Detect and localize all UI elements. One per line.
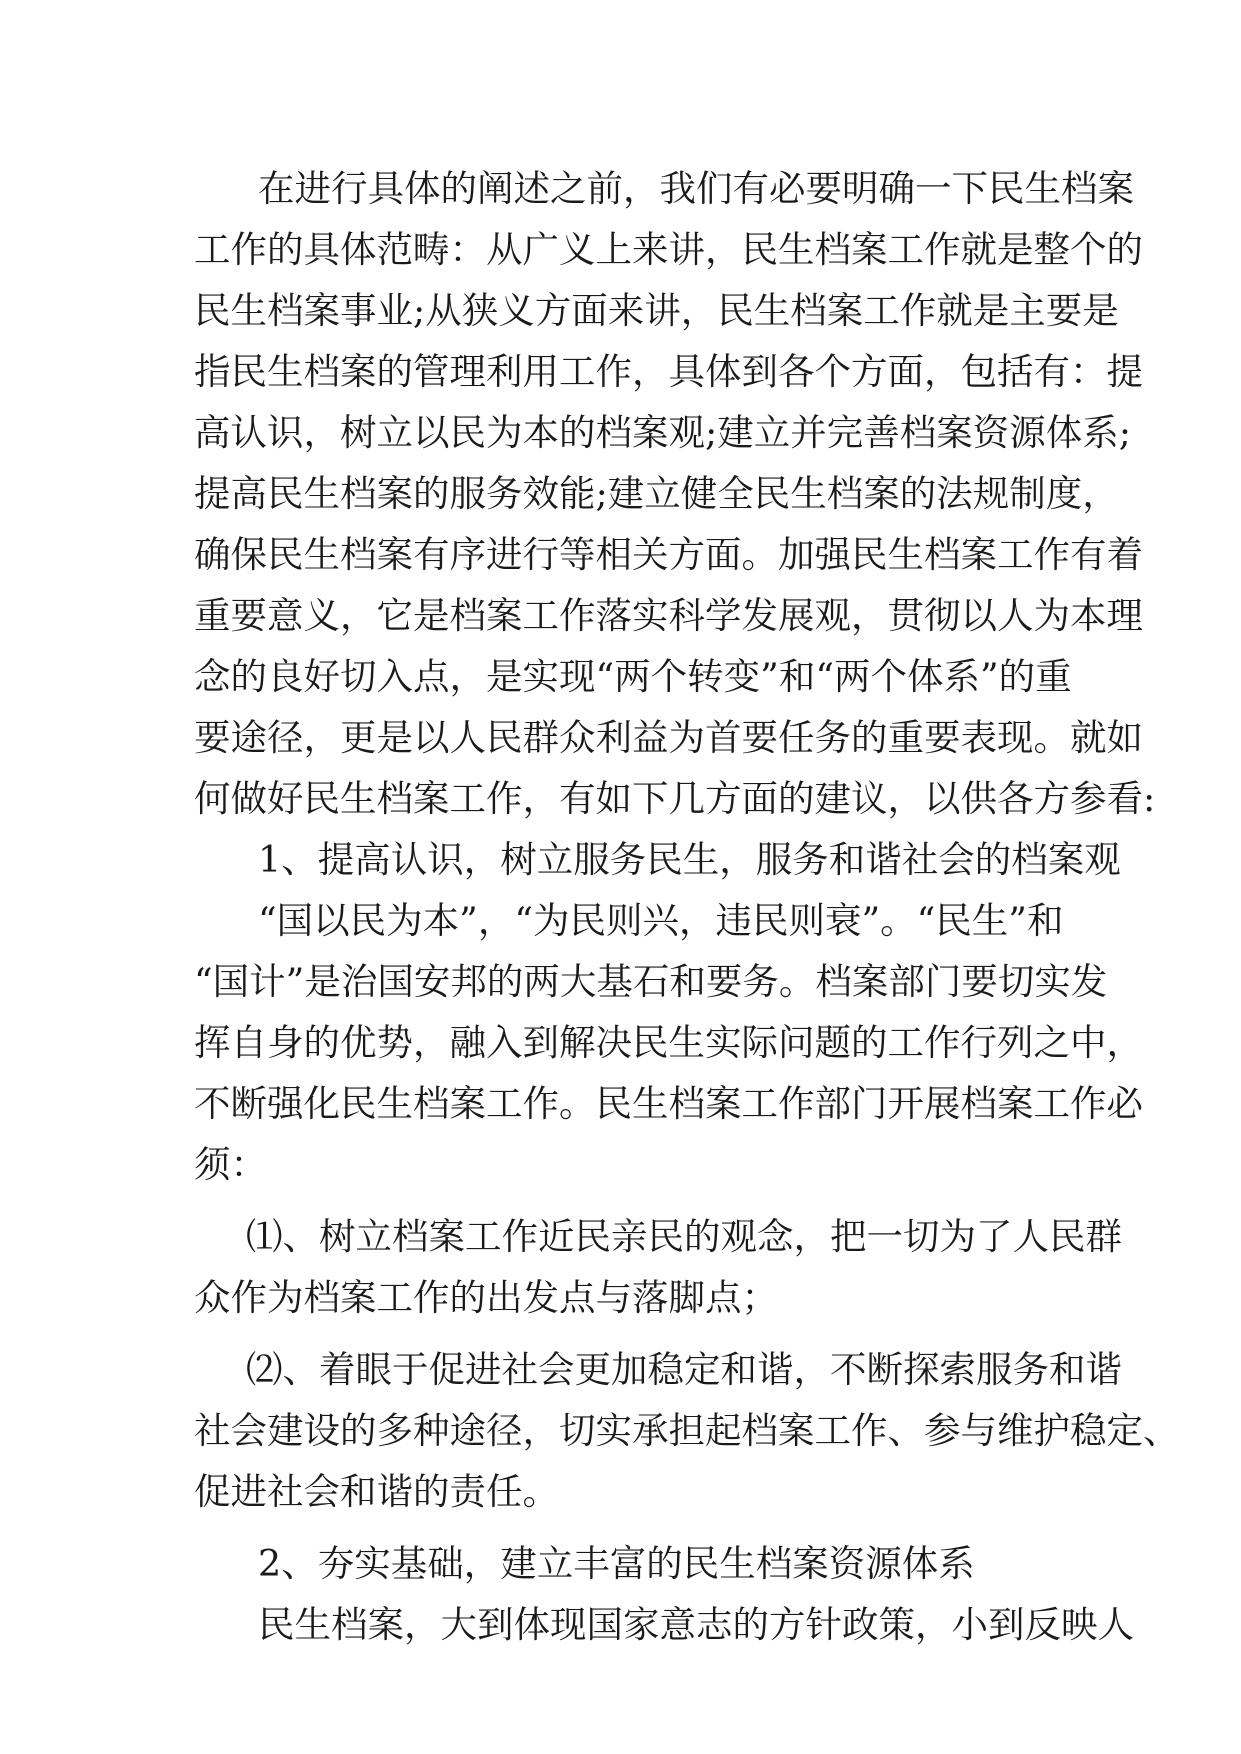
paragraph-line: 工作的具体范畴：从广义上来讲，民生档案工作就是整个的 bbox=[194, 228, 1143, 271]
paragraph-line: 须： bbox=[194, 1143, 267, 1186]
paragraph-line: 提高民生档案的服务效能;建立健全民生档案的法规制度， bbox=[194, 472, 1119, 515]
paragraph-line: 重要意义，它是档案工作落实科学发展观，贯彻以人为本理 bbox=[194, 594, 1143, 637]
paragraph-line: 念的良好切入点，是实现“两个转变”和“两个体系”的重 bbox=[194, 655, 1072, 698]
list-item-continuation: 众作为档案工作的出发点与落脚点； bbox=[194, 1276, 778, 1319]
paragraph-line: 民生档案，大到体现国家意志的方针政策，小到反映人 bbox=[258, 1603, 1134, 1646]
paragraph-line: 挥自身的优势，融入到解决民生实际问题的工作行列之中， bbox=[194, 1021, 1143, 1064]
paragraph-line: 何做好民生档案工作，有如下几方面的建议，以供各方参看: bbox=[194, 777, 1156, 820]
paragraph-line: 要途径，更是以人民群众利益为首要任务的重要表现。就如 bbox=[194, 716, 1143, 759]
section-heading: 2、夯实基础，建立丰富的民生档案资源体系 bbox=[258, 1542, 975, 1585]
paragraph-line: 确保民生档案有序进行等相关方面。加强民生档案工作有着 bbox=[194, 533, 1143, 576]
list-item-continuation: 促进社会和谐的责任。 bbox=[194, 1470, 559, 1513]
paragraph-line: 不断强化民生档案工作。民生档案工作部门开展档案工作必 bbox=[194, 1082, 1143, 1125]
list-item-continuation: 社会建设的多种途径，切实承担起档案工作、参与维护稳定、 bbox=[194, 1409, 1180, 1452]
paragraph-line: “国以民为本”，“为民则兴，违民则衰”。“民生”和 bbox=[258, 899, 1064, 942]
paragraph-line: “国计”是治国安邦的两大基石和要务。档案部门要切实发 bbox=[194, 960, 1108, 1003]
document-body bbox=[194, 158, 1180, 1655]
paragraph-line: 指民生档案的管理利用工作，具体到各个方面，包括有：提 bbox=[194, 350, 1143, 393]
paragraph-line: 民生档案事业;从狭义方面来讲，民生档案工作就是主要是 bbox=[194, 289, 1119, 332]
paragraph-line: 在进行具体的阐述之前，我们有必要明确一下民生档案 bbox=[258, 167, 1134, 210]
list-item: ⑴、树立档案工作近民亲民的观念，把一切为了人民群 bbox=[246, 1215, 1122, 1258]
section-heading: 1、提高认识，树立服务民生，服务和谐社会的档案观 bbox=[258, 838, 1121, 881]
paragraph-line: 高认识，树立以民为本的档案观;建立并完善档案资源体系; bbox=[194, 411, 1132, 454]
list-item: ⑵、着眼于促进社会更加稳定和谐，不断探索服务和谐 bbox=[246, 1348, 1122, 1391]
